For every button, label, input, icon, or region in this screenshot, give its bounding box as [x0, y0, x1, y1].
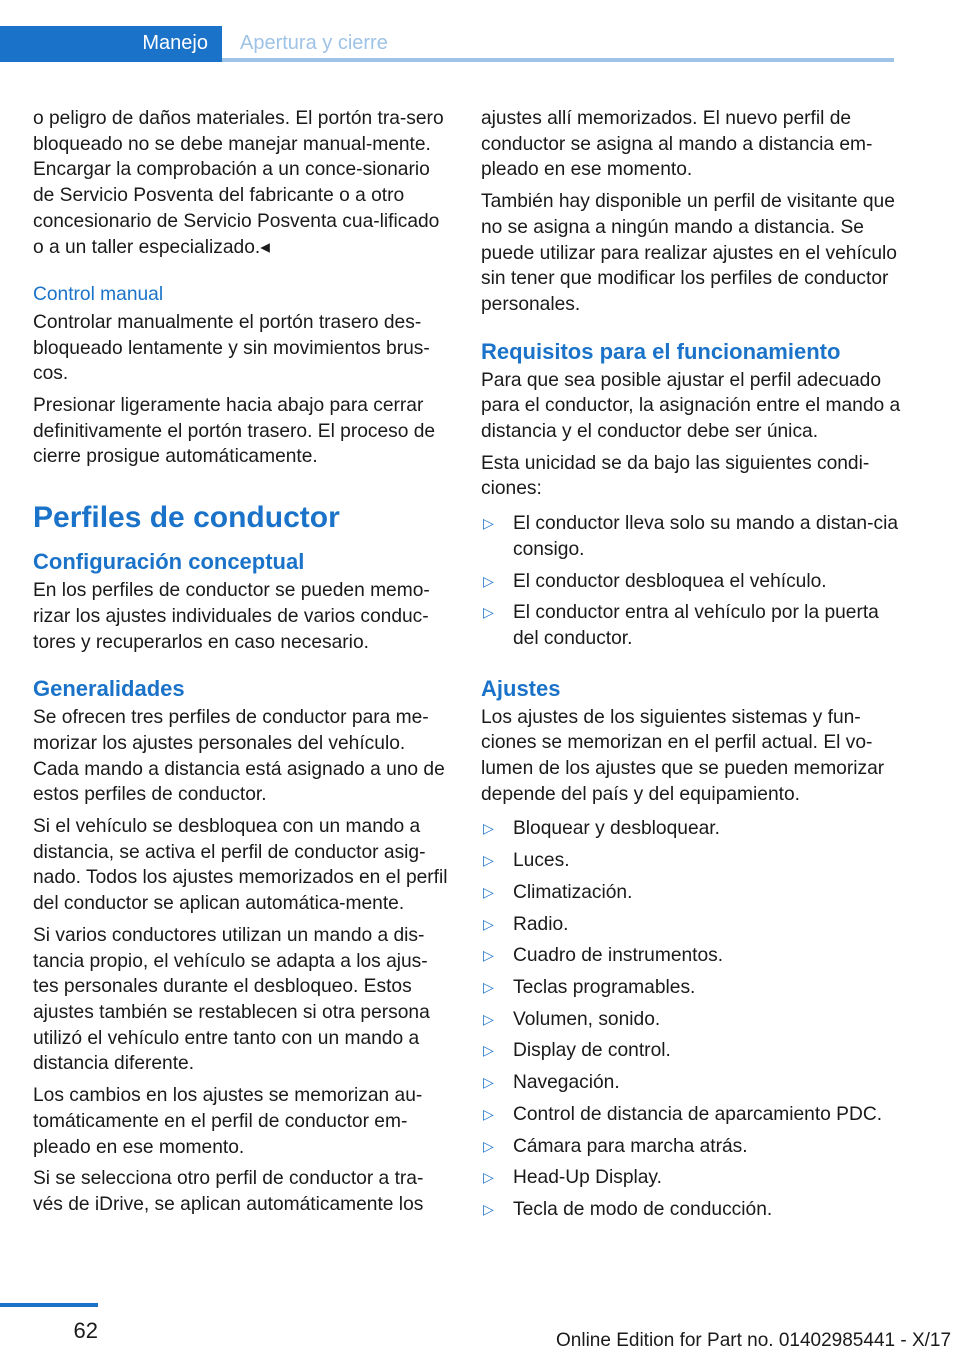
triangle-bullet-icon: ▷: [483, 1042, 494, 1059]
triangle-bullet-icon: ▷: [483, 1105, 494, 1122]
triangle-bullet-icon: ▷: [483, 1074, 494, 1091]
paragraph: Presionar ligeramente hacia abajo para cerrar definitivamente el portón trasero. El proceso de cierre prosigue automáticamente.: [33, 395, 436, 468]
left-column: [33, 106, 453, 1224]
paragraph: Se ofrecen tres perfiles de conductor para me-morizar los ajustes personales del vehículo. Cada mando a distancia está asignado a uno de estos perfiles de conductor.: [33, 707, 445, 806]
paragraph: Esta unicidad se da bajo las siguientes condi-ciones:: [481, 452, 870, 500]
heading-generalidades: Generalidades: [33, 676, 185, 702]
heading-ajustes: Ajustes: [481, 675, 561, 701]
heading-configuracion-conceptual: Configuración conceptual: [33, 549, 305, 575]
list-item: ▷ Cuadro de instrumentos.: [481, 940, 905, 972]
paragraph: o peligro de daños materiales. El portón tra-sero bloqueado no se debe manejar manual-mente. Encargar la comprobación a un conce-sionario de Servicio Posventa del fabricante o a otro concesionario de Servicio Posventa cua-lificado o a un taller especializado.◂: [33, 108, 444, 258]
list-item: ▷ Head-Up Display.: [481, 1162, 905, 1194]
paragraph: Controlar manualmente el portón trasero des-bloqueado lentamente y sin movimientos brus-cos.: [33, 311, 430, 385]
list-item: ▷ Tecla de modo de conducción.: [481, 1194, 905, 1226]
list-item: ▷ Display de control.: [481, 1035, 905, 1067]
triangle-bullet-icon: ▷: [483, 1169, 494, 1186]
paragraph: Si se selecciona otro perfil de conductor a tra-vés de iDrive, se aplican automáticamente los: [33, 1168, 424, 1215]
list-item: ▷ El conductor entra al vehículo por la puerta del conductor.: [483, 602, 879, 649]
paragraph: ajustes allí memorizados. El nuevo perfil de conductor se asigna al mando a distancia em-pleado en ese momento.: [481, 108, 873, 181]
triangle-bullet-icon: ▷: [483, 852, 494, 869]
conditions-list: [481, 508, 905, 655]
triangle-bullet-icon: ▷: [483, 1137, 494, 1154]
triangle-bullet-icon: ▷: [483, 604, 494, 621]
paragraph: Si el vehículo se desbloquea con un mando a distancia, se activa el perfil de conductor asig-nado. Todos los ajustes memorizados en el perfil del conductor se aplican automática-mente.: [33, 816, 448, 915]
heading-perfiles-de-conductor: Perfiles de conductor: [33, 501, 340, 535]
triangle-bullet-icon: ▷: [483, 515, 494, 532]
triangle-bullet-icon: ▷: [483, 915, 494, 932]
list-item: ▷ Bloquear y desbloquear.: [481, 813, 905, 845]
list-item: ▷ Climatización.: [481, 877, 905, 909]
list-item: ▷ El conductor desbloquea el vehículo.: [481, 566, 905, 598]
heading-control-manual: Control manual: [33, 284, 164, 306]
triangle-bullet-icon: ▷: [483, 947, 494, 964]
list-item: ▷ Teclas programables.: [481, 972, 905, 1004]
list-item: ▷ Luces.: [481, 845, 905, 877]
triangle-bullet-icon: ▷: [483, 978, 494, 995]
right-column: [481, 106, 905, 1236]
settings-list: [481, 813, 905, 1225]
list-item: ▷ Radio.: [481, 909, 905, 941]
paragraph: Los ajustes de los siguientes sistemas y fun-ciones se memorizan en el perfil actual. El vo-lumen de los ajustes que se pueden memorizar depende del país y del equipamiento.: [481, 706, 885, 805]
footer-edition: Online Edition for Part no. 01402985441 - X/17: [556, 1330, 952, 1351]
list-item: ▷ Cámara para marcha atrás.: [481, 1131, 905, 1163]
triangle-bullet-icon: ▷: [483, 883, 494, 900]
list-item: ▷ Navegación.: [481, 1067, 905, 1099]
paragraph: En los perfiles de conductor se pueden memo-rizar los ajustes individuales de varios conduc-tores y recuperarlos en caso necesario.: [33, 580, 430, 653]
list-item: ▷ El conductor lleva solo su mando a distan-cia consigo.: [483, 513, 899, 560]
paragraph: También hay disponible un perfil de visitante que no se asigna a ningún mando a distancia. Se puede utilizar para realizar ajustes en el vehículo sin tener que modificar los perfiles de conductor personales.: [481, 191, 897, 315]
paragraph: Para que sea posible ajustar el perfil adecuado para el conductor, la asignación entre el mando a distancia y el conductor debe ser única.: [481, 369, 901, 443]
page-number: 62: [73, 1318, 98, 1343]
triangle-bullet-icon: ▷: [483, 572, 494, 589]
triangle-bullet-icon: ▷: [483, 1010, 494, 1027]
heading-requisitos: Requisitos para el funcionamiento: [481, 338, 841, 364]
header-section-label: Manejo: [142, 32, 208, 54]
page-header: [0, 0, 960, 62]
header-subsection-label: Apertura y cierre: [240, 32, 388, 54]
paragraph: Los cambios en los ajustes se memorizan au-tomáticamente en el perfil de conductor em-pleado en ese momento.: [33, 1085, 423, 1158]
footer-rule: [0, 1303, 98, 1307]
triangle-bullet-icon: ▷: [483, 1200, 494, 1217]
paragraph: Si varios conductores utilizan un mando a dis-tancia propio, el vehículo se adapta a los ajus-tes personales durante el desbloqueo. Estos ajustes también se restablecen si otra persona utilizó el vehículo entre tanto con un mando a distancia diferente.: [33, 924, 430, 1075]
triangle-bullet-icon: ▷: [483, 820, 494, 837]
list-item: ▷ Volumen, sonido.: [481, 1004, 905, 1036]
list-item: ▷ Control de distancia de aparcamiento PDC.: [481, 1099, 905, 1131]
